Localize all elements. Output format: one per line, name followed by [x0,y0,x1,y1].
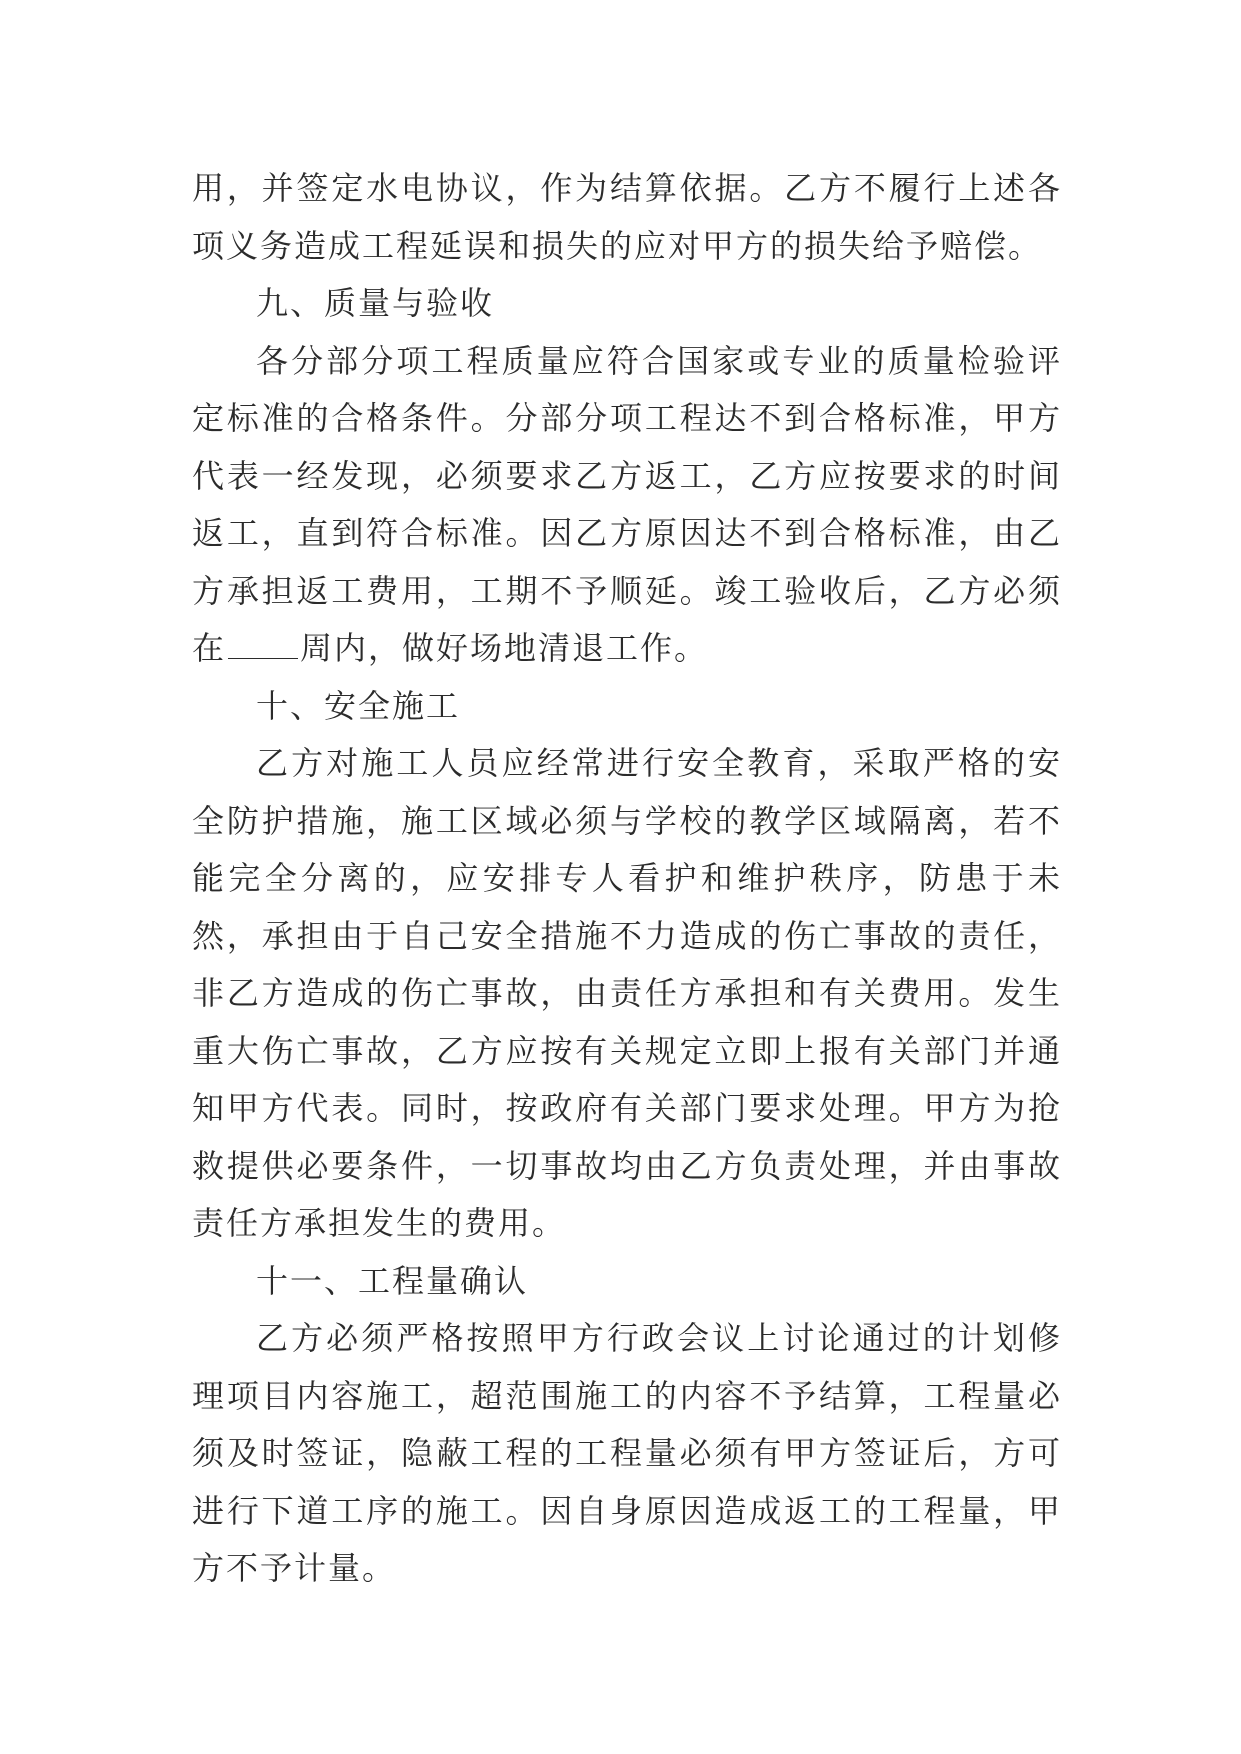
section-10-heading: 十、安全施工 [256,686,461,725]
fill-in-blank [228,632,298,659]
document-page [192,160,1062,1598]
section-11-paragraph: 乙方必须严格按照甲方行政会议上讨论通过的计划修理项目内容施工，超范围施工的内容不予结算，工程量必须及时签证，隐蔽工程的工程量必须有甲方签证后，方可进行下道工序的施工。因自身原因造成返工的工程量，甲方不予计量。 [192,1319,1062,1587]
section-9-heading: 九、质量与验收 [256,284,495,322]
section-9-text-before-blank: 各分部分项工程质量应符合国家或专业的质量检验评定标准的合格条件。分部分项工程达不到合格标准，甲方代表一经发现，必须要求乙方返工，乙方应按要求的时间返工，直到符合标准。因乙方原因达不到合格标准，由乙方承担返工费用，工期不予顺延。竣工验收后，乙方必须在 [192,341,1062,667]
section-11-heading: 十一、工程量确认 [256,1261,529,1300]
section-10-paragraph: 乙方对施工人员应经常进行安全教育，采取严格的安全防护措施，施工区域必须与学校的教学区域隔离，若不能完全分离的，应安排专人看护和维护秩序，防患于未然，承担由于自己安全措施不力造成的伤亡事故的责任，非乙方造成的伤亡事故，由责任方承担和有关费用。发生重大伤亡事故，乙方应按有关规定立即上报有关部门并通知甲方代表。同时，按政府有关部门要求处理。甲方为抢救提供必要条件，一切事故均由乙方负责处理，并由事故责任方承担发生的费用。 [192,744,1062,1242]
intro-paragraph: 用，并签定水电协议，作为结算依据。乙方不履行上述各项义务造成工程延误和损失的应对甲方的损失给予赔偿。 [192,169,1062,265]
section-9-text-after-blank: 周内，做好场地清退工作。 [300,629,709,667]
section-9-paragraph [192,333,1062,678]
